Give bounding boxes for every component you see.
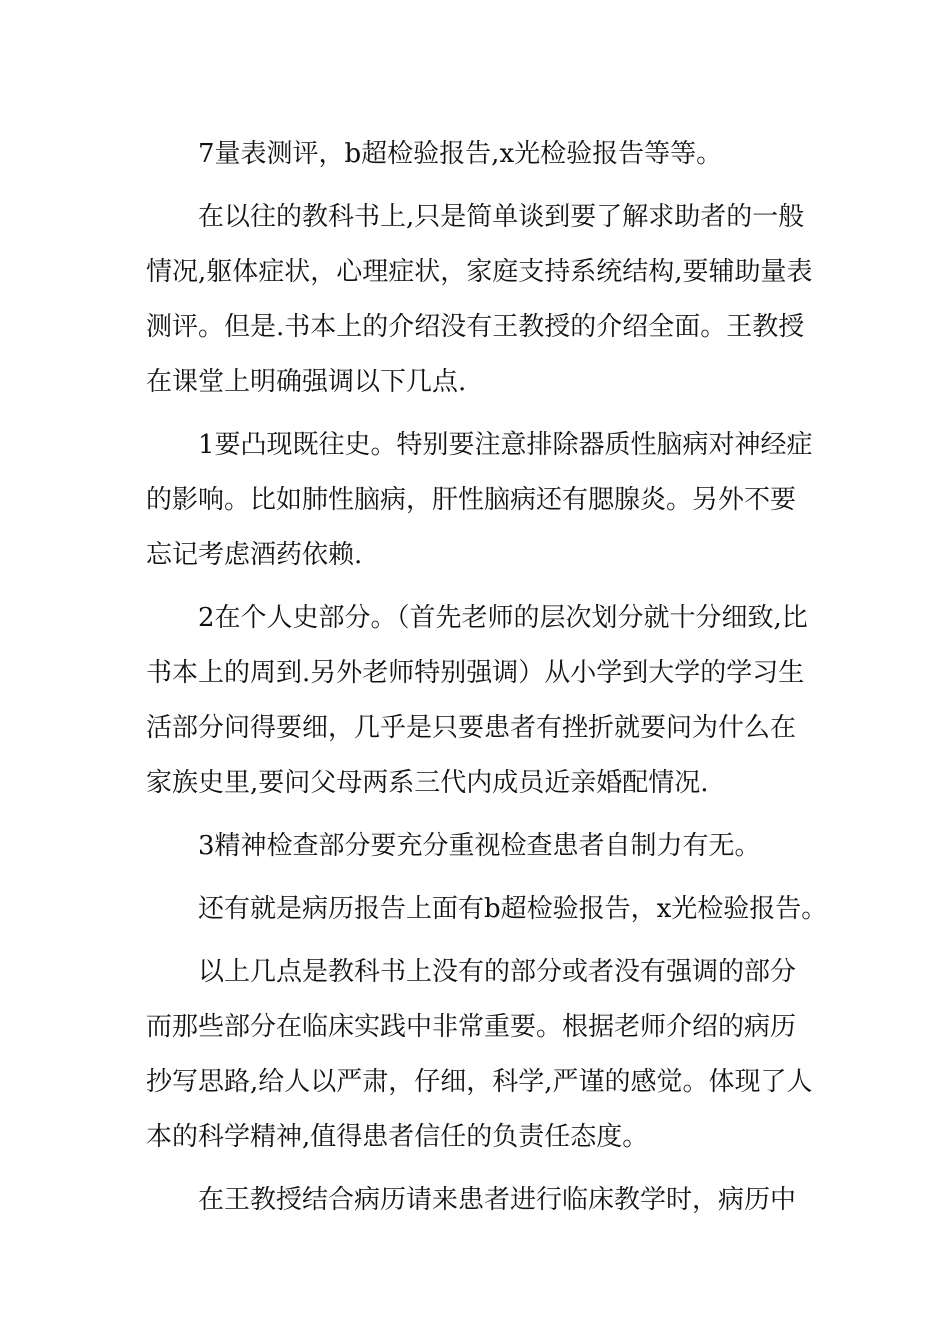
paragraph-textbook-comparison: 在以往的教科书上,只是简单谈到要了解求助者的一般情况,躯体症状，心理症状，家庭支持系统结构,要辅助量表测评。但是.书本上的介绍没有王教授的介绍全面。王教授在课堂上明确强调以下几点. [146, 202, 813, 397]
paragraph-scale-assessment: 7量表测评，b超检验报告,x光检验报告等等。 [198, 139, 723, 169]
paragraph-mental-exam: 3精神检查部分要充分重视检查患者自制力有无。 [198, 831, 761, 861]
paragraph-personal-history: 2在个人史部分。（首先老师的层次划分就十分细致,比书本上的周到.另外老师特别强调）从小学到大学的学习生活部分问得要细，几乎是只要患者有挫折就要问为什么在家族史里,要问父母两系三代内成员近亲婚配情况. [146, 603, 808, 798]
paragraph-clinical-teaching: 在王教授结合病历请来患者进行临床教学时，病历中 [198, 1185, 797, 1215]
paragraph-past-history: 1要凸现既往史。特别要注意排除器质性脑病对神经症的影响。比如肺性脑病，肝性脑病还有腮腺炎。另外不要忘记考虑酒药依赖. [146, 430, 813, 570]
paragraph-summary: 以上几点是教科书上没有的部分或者没有强调的部分而那些部分在临床实践中非常重要。根据老师介绍的病历抄写思路,给人以严肃，仔细，科学,严谨的感觉。体现了人本的科学精神,值得患者信任的负责任态度。 [146, 957, 813, 1152]
paragraph-report-items: 还有就是病历报告上面有b超检验报告，x光检验报告。 [198, 894, 828, 924]
document-body [146, 127, 828, 1228]
